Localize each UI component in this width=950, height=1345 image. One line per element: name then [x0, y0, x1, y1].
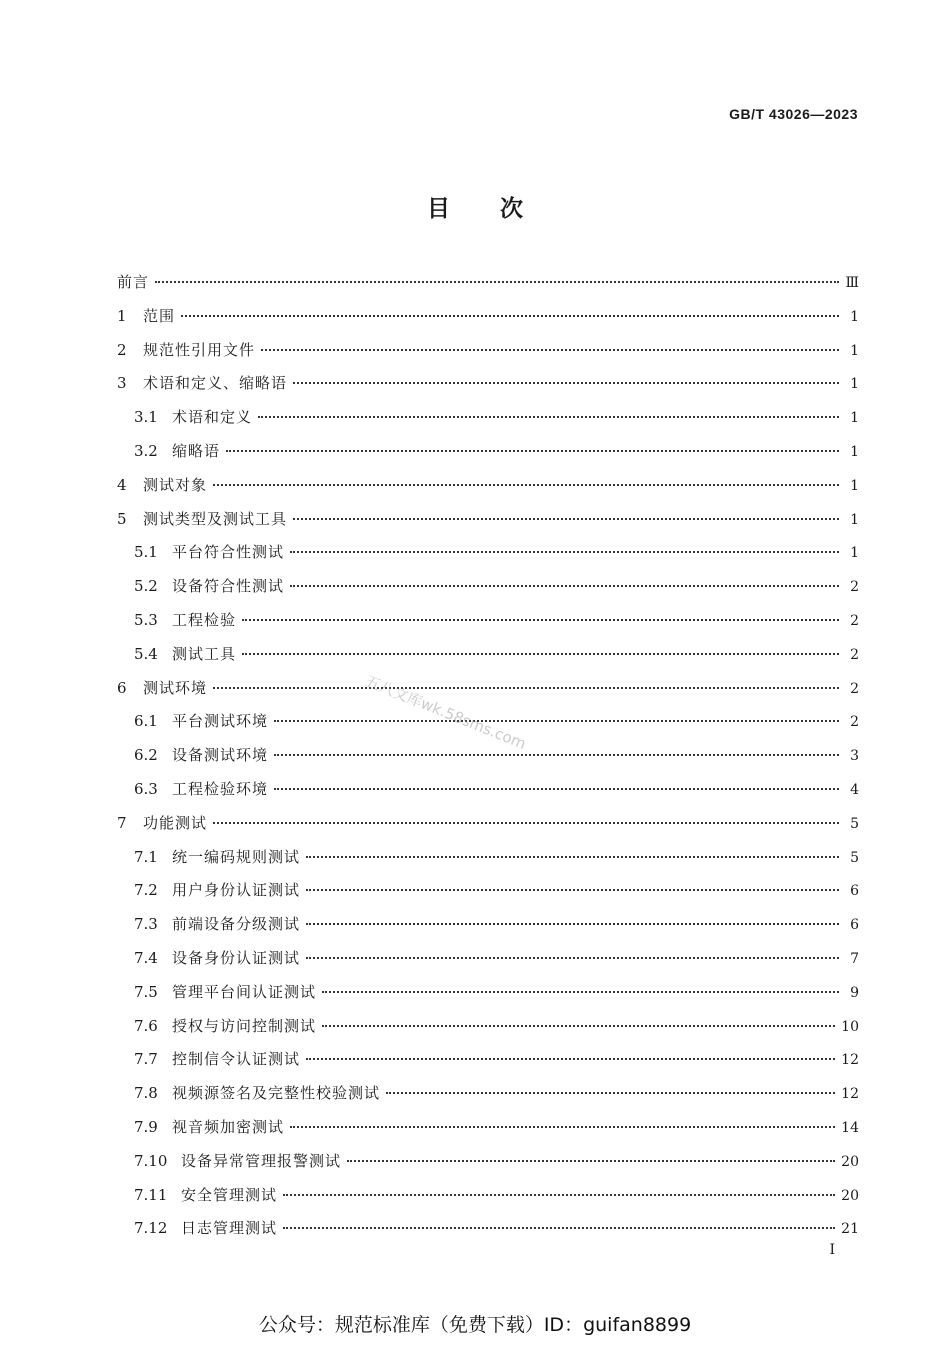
toc-entry-label: 工程检验 — [172, 610, 237, 629]
toc-entry-page: 12 — [841, 1052, 859, 1069]
dot-leader — [213, 822, 839, 824]
toc-entry[interactable] — [117, 1111, 859, 1145]
toc-entry[interactable] — [117, 672, 859, 706]
dot-leader — [306, 957, 839, 959]
toc-entry[interactable] — [117, 266, 859, 300]
toc-entry-label: 安全管理测试 — [181, 1185, 278, 1204]
page-folio: I — [829, 1242, 835, 1258]
toc-entry-page: 9 — [850, 984, 859, 1001]
toc-entry-number: 6 — [117, 678, 127, 697]
toc-entry[interactable] — [117, 367, 859, 401]
toc-entry[interactable] — [117, 1010, 859, 1044]
toc-entry-page: 7 — [850, 950, 859, 967]
dot-leader — [306, 889, 839, 891]
toc-entry[interactable] — [117, 942, 859, 976]
toc-entry-page: 1 — [850, 410, 859, 427]
toc-entry-page: 1 — [850, 545, 859, 562]
toc-entry-page: 6 — [850, 917, 859, 934]
toc-entry-label: 用户身份认证测试 — [172, 881, 301, 900]
toc-entry-number: 7.4 — [134, 948, 158, 967]
toc-entry-page: 1 — [850, 308, 859, 325]
toc-entry-number: 5 — [117, 509, 127, 528]
toc-entry[interactable] — [117, 976, 859, 1010]
toc-entry-number: 7.10 — [134, 1151, 168, 1170]
toc-entry-page: 20 — [841, 1153, 859, 1170]
toc-entry-number: 7.12 — [134, 1219, 168, 1238]
toc-entry[interactable] — [117, 604, 859, 638]
toc-entry-page: 3 — [850, 748, 859, 765]
dot-leader — [290, 1126, 835, 1128]
dot-leader — [306, 856, 839, 858]
toc-entry-number: 7.8 — [134, 1084, 158, 1103]
toc-entry-number: 5.2 — [134, 577, 158, 596]
toc-entry[interactable] — [117, 536, 859, 570]
toc-entry[interactable] — [117, 807, 859, 841]
toc-entry-page: 2 — [850, 646, 859, 663]
toc-entry-number: 7.11 — [134, 1185, 168, 1204]
toc-entry-number: 3.2 — [134, 441, 158, 460]
toc-entry[interactable] — [117, 300, 859, 334]
toc-entry[interactable] — [117, 1179, 859, 1213]
toc-entry-label: 管理平台间认证测试 — [172, 982, 317, 1001]
dot-leader — [386, 1092, 835, 1094]
toc-entry-page: 12 — [841, 1086, 859, 1103]
toc-entry[interactable] — [117, 469, 859, 503]
dot-leader — [242, 653, 839, 655]
toc-entry-label: 设备身份认证测试 — [172, 948, 301, 967]
dot-leader — [155, 281, 839, 283]
toc-entry-label: 授权与访问控制测试 — [172, 1016, 317, 1035]
toc-entry-label: 测试工具 — [172, 644, 237, 663]
dot-leader — [181, 315, 839, 317]
dot-leader — [306, 1058, 835, 1060]
toc-entry[interactable] — [117, 435, 859, 469]
toc-entry-number: 6.1 — [134, 712, 158, 731]
toc-entry-number: 5.4 — [134, 644, 158, 663]
dot-leader — [242, 619, 839, 621]
toc-entry-label: 控制信令认证测试 — [172, 1050, 301, 1069]
toc-entry-label: 范围 — [143, 306, 176, 325]
standard-number: GB/T 43026—2023 — [729, 106, 858, 122]
toc-entry-label: 术语和定义、缩略语 — [143, 374, 288, 393]
dot-leader — [261, 349, 839, 351]
toc-entry-label: 设备测试环境 — [172, 746, 269, 765]
toc-entry-number: 7.3 — [134, 915, 158, 934]
dot-leader — [283, 1194, 835, 1196]
toc-entry-page: 2 — [850, 579, 859, 596]
toc-entry-page: 1 — [850, 342, 859, 359]
toc-entry-label: 规范性引用文件 — [143, 340, 256, 359]
toc-entry[interactable] — [117, 874, 859, 908]
dot-leader — [274, 754, 839, 756]
toc-entry-label: 缩略语 — [172, 441, 221, 460]
toc-entry-label: 功能测试 — [143, 813, 208, 832]
toc-entry-page: 2 — [850, 680, 859, 697]
footer-text: 公众号：规范标准库（免费下载）ID：guifan8899 — [258, 1314, 692, 1336]
toc-entry-number: 3.1 — [134, 408, 158, 427]
toc-entry-label: 术语和定义 — [172, 408, 253, 427]
toc-entry[interactable] — [117, 401, 859, 435]
dot-leader — [290, 551, 839, 553]
dot-leader — [283, 1227, 835, 1229]
toc-entry-number: 7 — [117, 813, 127, 832]
dot-leader — [322, 1025, 835, 1027]
toc-entry-page: 2 — [850, 714, 859, 731]
dot-leader — [274, 788, 839, 790]
toc-entry-page: 20 — [841, 1187, 859, 1204]
toc-entry-page: 2 — [850, 612, 859, 629]
toc-entry-number: 3 — [117, 374, 127, 393]
toc-title: 目次 — [427, 195, 573, 222]
toc-entry-label: 工程检验环境 — [172, 779, 269, 798]
toc-entry-page: 1 — [850, 511, 859, 528]
toc-entry[interactable] — [117, 841, 859, 875]
toc-entry-label: 设备符合性测试 — [172, 577, 285, 596]
dot-leader — [226, 450, 839, 452]
toc-entry-number: 5.3 — [134, 610, 158, 629]
dot-leader — [290, 585, 839, 587]
toc-entry-label: 设备异常管理报警测试 — [181, 1151, 342, 1170]
dot-leader — [293, 518, 839, 520]
dot-leader — [293, 382, 839, 384]
toc-entry[interactable] — [117, 1145, 859, 1179]
toc-entry-label: 平台符合性测试 — [172, 543, 285, 562]
dot-leader — [322, 991, 839, 993]
dot-leader — [347, 1160, 835, 1162]
toc-entry[interactable] — [117, 739, 859, 773]
toc-entry-number: 7.1 — [134, 847, 158, 866]
toc-entry-page: 1 — [850, 443, 859, 460]
toc-entry-page: 10 — [841, 1018, 859, 1035]
toc-entry-number: 7.2 — [134, 881, 158, 900]
toc-entry-page: 21 — [841, 1221, 859, 1238]
toc-entry-label: 视音频加密测试 — [172, 1117, 285, 1136]
toc-entry-label: 测试对象 — [143, 475, 208, 494]
dot-leader — [213, 484, 839, 486]
dot-leader — [274, 720, 839, 722]
toc-entry-page: 1 — [850, 477, 859, 494]
toc-entry-number: 2 — [117, 340, 127, 359]
toc-entry-label: 前言 — [117, 273, 150, 291]
toc-entry-label: 测试类型及测试工具 — [143, 509, 288, 528]
watermark: 五八文库wk.58sms.com — [362, 671, 529, 753]
toc-entry[interactable] — [117, 1212, 859, 1246]
toc-entry-label: 统一编码规则测试 — [172, 847, 301, 866]
toc-entry[interactable] — [117, 1077, 859, 1111]
dot-leader — [213, 687, 839, 689]
toc-entry-label: 测试环境 — [143, 678, 208, 697]
toc-entry-label: 平台测试环境 — [172, 712, 269, 731]
toc-entry-label: 前端设备分级测试 — [172, 915, 301, 934]
toc-entry-number: 5.1 — [134, 543, 158, 562]
toc-entry-page: 6 — [850, 883, 859, 900]
toc-entry[interactable] — [117, 908, 859, 942]
toc-entry[interactable] — [117, 503, 859, 537]
toc-entry-number: 4 — [117, 475, 127, 494]
toc-entry-page: 5 — [850, 815, 859, 832]
toc-entry-page: Ⅲ — [845, 275, 859, 291]
toc-entry-page: 4 — [850, 781, 859, 798]
toc-entry-number: 7.7 — [134, 1050, 158, 1069]
toc-entry-number: 6.2 — [134, 746, 158, 765]
toc-entry-number: 7.5 — [134, 982, 158, 1001]
toc-entry-number: 6.3 — [134, 779, 158, 798]
toc-entry-number: 7.6 — [134, 1016, 158, 1035]
toc-entry[interactable] — [117, 638, 859, 672]
dot-leader — [306, 923, 839, 925]
table-of-contents — [117, 266, 859, 1246]
toc-entry-page: 1 — [850, 376, 859, 393]
toc-entry-label: 日志管理测试 — [181, 1219, 278, 1238]
toc-entry[interactable] — [117, 570, 859, 604]
toc-entry[interactable] — [117, 1043, 859, 1077]
toc-entry[interactable] — [117, 773, 859, 807]
toc-entry[interactable] — [117, 334, 859, 368]
toc-entry-label: 视频源签名及完整性校验测试 — [172, 1084, 381, 1103]
dot-leader — [258, 416, 839, 418]
toc-entry-number: 7.9 — [134, 1117, 158, 1136]
toc-entry-page: 14 — [841, 1119, 859, 1136]
toc-entry-number: 1 — [117, 306, 127, 325]
toc-entry-page: 5 — [850, 849, 859, 866]
